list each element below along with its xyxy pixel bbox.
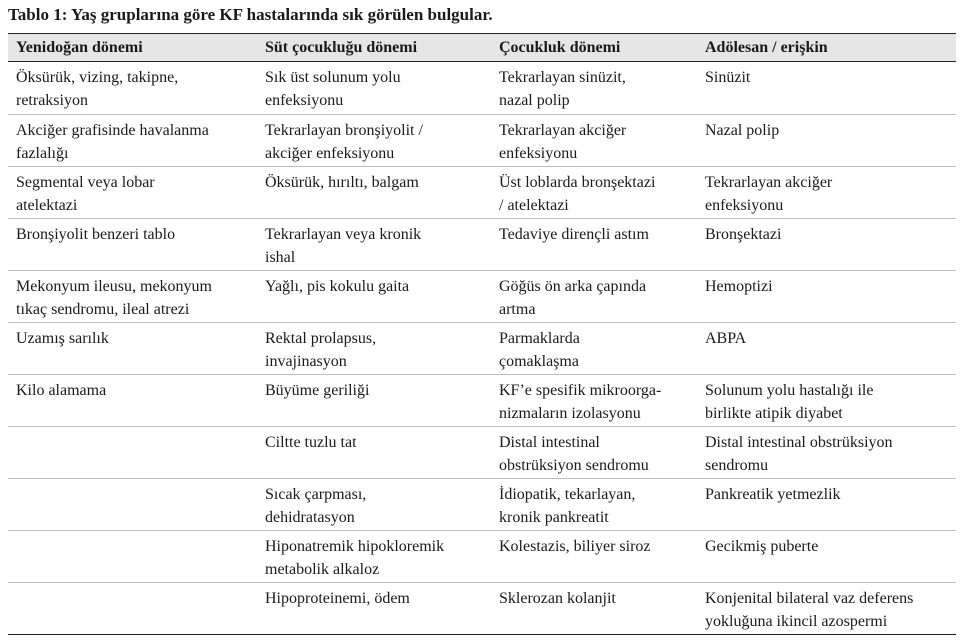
table-cell: Nazal polip [705,122,780,139]
table-cell: Tekrarlayan akciğer enfeksiyonu [705,174,833,214]
table-cell: Göğüs ön arka çapında artma [499,278,647,318]
table-cell: KF’e spesifik mikroorga- nizmaların izolasyonu [499,382,662,422]
column-header: Yenidoğan dönemi [16,39,143,56]
table-row [8,62,956,114]
table-cell: Akciğer grafisinde havalanma fazlalığı [16,122,209,162]
table-row [8,374,956,426]
table-cell: ABPA [705,330,747,347]
table-cell: Pankreatik yetmezlik [705,486,841,503]
table-cell: Tekrarlayan bronşiyolit / akciğer enfeksiyonu [265,122,423,162]
table-cell [8,479,257,530]
table-cell [8,427,257,478]
table-cell: Hemoptizi [705,278,773,295]
table-cell: Segmental veya lobar atelektazi [16,174,155,214]
table-cell: Sık üst solunum yolu enfeksiyonu [265,69,401,109]
table-cell: Solunum yolu hastalığı ile birlikte atipik diyabet [705,382,874,422]
table-row [8,270,956,322]
table-cell: Gecikmiş puberte [705,538,819,555]
table-cell: Tekrarlayan veya kronik ishal [265,226,422,266]
table-cell: Üst loblarda bronşektazi / atelektazi [499,174,656,214]
table-body [8,62,956,634]
table-cell: Uzamış sarılık [16,330,109,347]
table-cell: Sıcak çarpması, dehidratasyon [265,486,367,526]
table-cell: Hipoproteinemi, ödem [265,590,410,607]
table-cell: Kilo alamama [16,382,107,399]
table-cell: Distal intestinal obstrüksiyon sendromu [705,434,893,474]
table-cell: Parmaklarda çomaklaşma [499,330,580,370]
table-cell: Ciltte tuzlu tat [265,434,357,451]
table-row [8,478,956,530]
column-header: Çocukluk dönemi [499,39,621,56]
table-cell: Kolestazis, biliyer siroz [499,538,651,555]
table-row [8,218,956,270]
table-cell: Konjenital bilateral vaz deferens yokluğuna ikincil azospermi [705,590,914,630]
table-cell: Distal intestinal obstrüksiyon sendromu [499,434,649,474]
table-cell: Öksürük, vizing, takipne, retraksiyon [16,69,179,109]
table-cell: Sklerozan kolanjit [499,590,616,607]
table-cell [8,583,257,634]
table-cell: Bronşiyolit benzeri tablo [16,226,176,243]
table-cell: Bronşektazi [705,226,782,243]
table-row [8,166,956,218]
table-row [8,322,956,374]
table-cell: Tedaviye dirençli astım [499,226,649,243]
table-row [8,426,956,478]
table-cell: Tekrarlayan sinüzit, nazal polip [499,69,626,109]
table-row [8,530,956,582]
column-header: Süt çocukluğu dönemi [265,39,418,56]
table-cell: Öksürük, hırıltı, balgam [265,174,419,191]
table-cell [8,531,257,582]
table-cell: İdiopatik, tekarlayan, kronik pankreatit [499,486,636,526]
table-row [8,582,956,634]
table-cell: Mekonyum ileusu, mekonyum tıkaç sendromu, ileal atrezi [16,278,212,318]
table-header-row [8,34,956,62]
column-header: Adölesan / erişkin [705,39,828,56]
table-cell: Yağlı, pis kokulu gaita [265,278,410,295]
table-caption: Tablo 1: Yaş gruplarına göre KF hastalarında sık görülen bulgular. [8,5,493,24]
table-cell: Büyüme geriliği [265,382,370,399]
findings-table [8,33,956,635]
table-row [8,114,956,166]
table-cell: Rektal prolapsus, invajinasyon [265,330,377,370]
table-cell: Tekrarlayan akciğer enfeksiyonu [499,122,627,162]
table-cell: Hiponatremik hipokloremik metabolik alkaloz [265,538,445,578]
table-cell: Sinüzit [705,69,751,86]
